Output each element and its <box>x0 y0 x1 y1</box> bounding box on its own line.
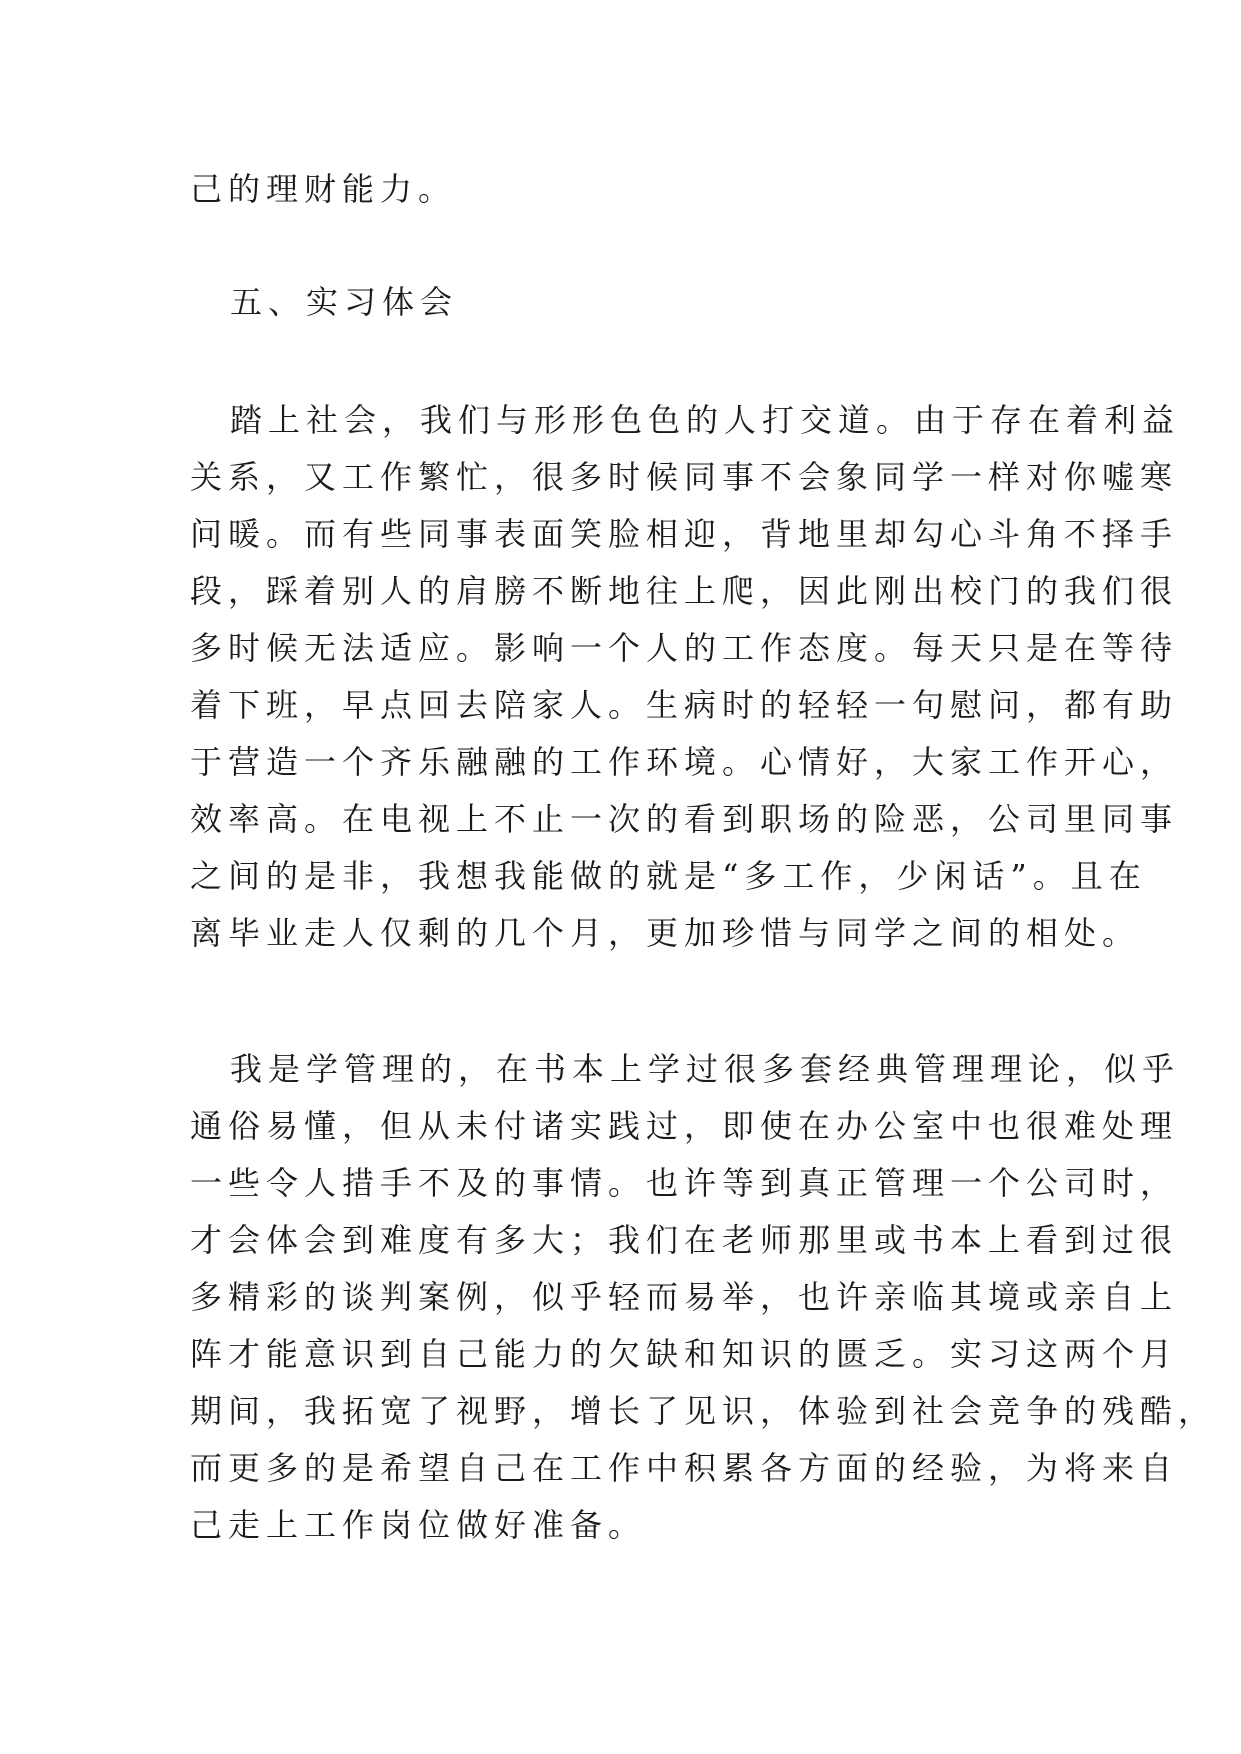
text-line: 离毕业走人仅剩的几个月，更加珍惜与同学之间的相处。 <box>190 914 1141 952</box>
paragraph-2 <box>190 1041 1217 1554</box>
text-line: 问暖。而有些同事表面笑脸相迎，背地里却勾心斗角不择手 <box>190 515 1179 553</box>
text-line: 关系，又工作繁忙，很多时候同事不会象同学一样对你嘘寒 <box>190 458 1179 496</box>
text-line: 着下班，早点回去陪家人。生病时的轻轻一句慰问，都有助 <box>190 686 1179 724</box>
section-heading <box>190 274 1070 331</box>
text-line: 才会体会到难度有多大；我们在老师那里或书本上看到过很 <box>190 1221 1179 1259</box>
text-line: 己的理财能力。 <box>190 170 457 208</box>
text-line: 多精彩的谈判案例，似乎轻而易举，也许亲临其境或亲自上 <box>190 1278 1179 1316</box>
text-line: 段，踩着别人的肩膀不断地往上爬，因此刚出校门的我们很 <box>190 572 1179 610</box>
text-line: 多时候无法适应。影响一个人的工作态度。每天只是在等待 <box>190 629 1179 667</box>
text-line: 踏上社会，我们与形形色色的人打交道。由于存在着利益 <box>230 401 1181 439</box>
text-line: 期间，我拓宽了视野，增长了见识，体验到社会竞争的残酷， <box>190 1392 1217 1430</box>
text-line: 己走上工作岗位做好准备。 <box>190 1506 647 1544</box>
previous-paragraph-tail <box>190 161 1070 218</box>
text-line: 之间的是非，我想我能做的就是“多工作，少闲话”。且在 <box>190 857 1147 895</box>
text-line: 一些令人措手不及的事情。也许等到真正管理一个公司时， <box>190 1164 1179 1202</box>
text-line: 而更多的是希望自己在工作中积累各方面的经验，为将来自 <box>190 1449 1179 1487</box>
text-line: 阵才能意识到自己能力的欠缺和知识的匮乏。实习这两个月 <box>190 1335 1179 1373</box>
text-line: 效率高。在电视上不止一次的看到职场的险恶，公司里同事 <box>190 800 1179 838</box>
text-line: 于营造一个齐乐融融的工作环境。心情好，大家工作开心， <box>190 743 1179 781</box>
section-heading-text: 五、实习体会 <box>230 283 459 321</box>
text-line: 我是学管理的，在书本上学过很多套经典管理理论，似乎 <box>230 1050 1181 1088</box>
text-line: 通俗易懂，但从未付诸实践过，即使在办公室中也很难处理 <box>190 1107 1179 1145</box>
paragraph-1 <box>190 392 1181 962</box>
